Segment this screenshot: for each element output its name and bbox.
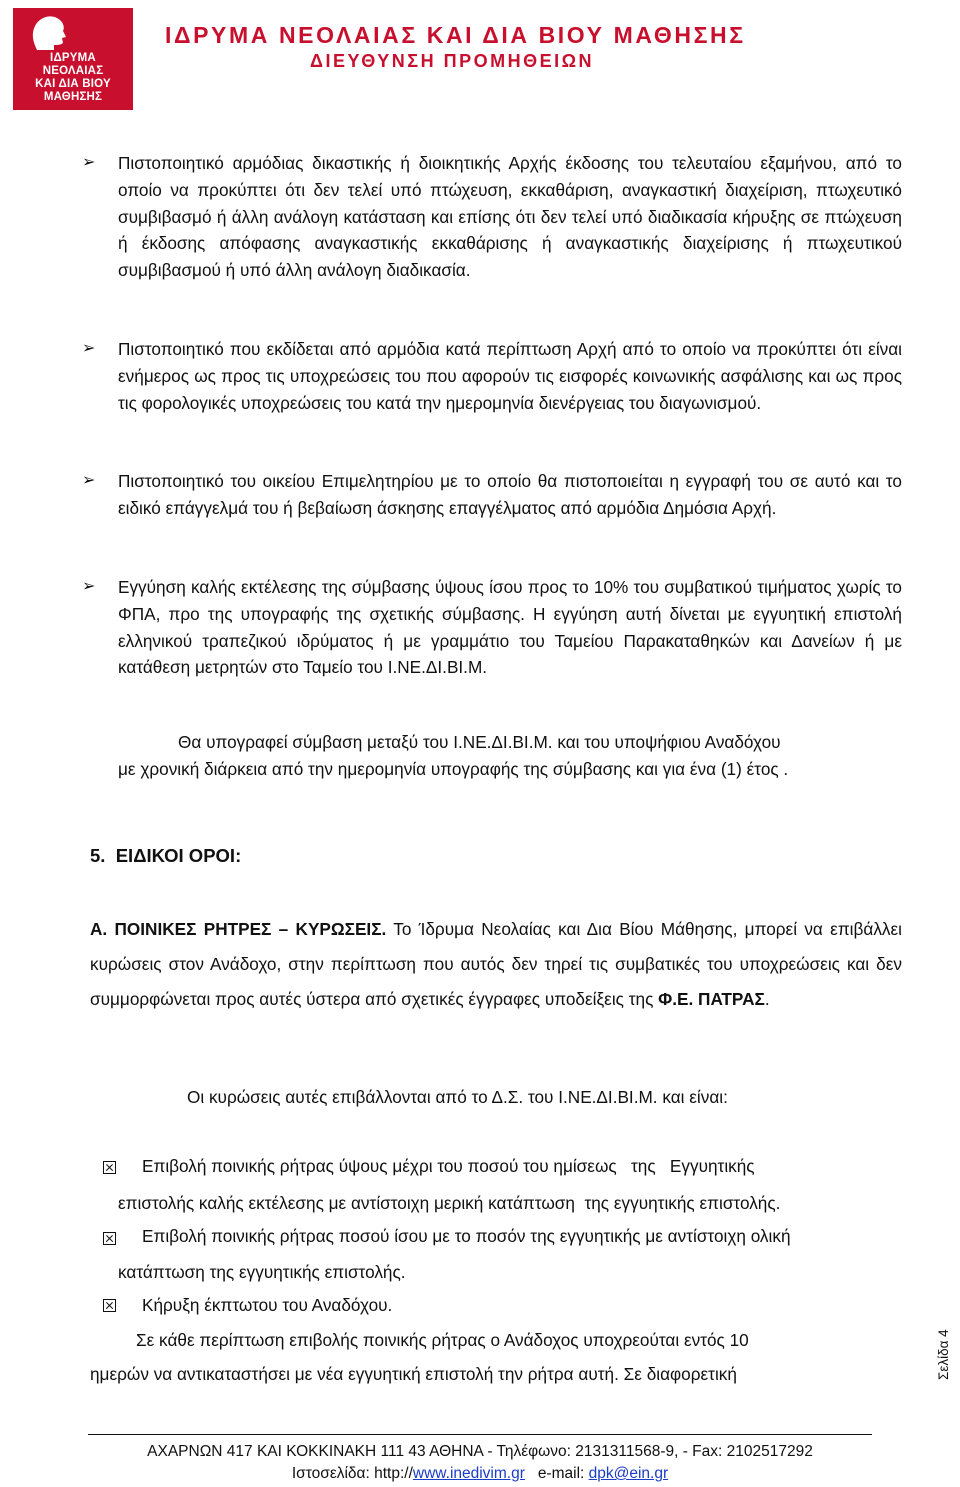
penalties-paragraph bbox=[90, 912, 902, 1017]
profile-silhouette-icon bbox=[23, 12, 71, 52]
closing-line: ημερών να αντικαταστήσει με νέα εγγυητική επιστολή την ρήτρα αυτή. Σε διαφορετική bbox=[90, 1364, 737, 1384]
logo-line: ΜΑΘΗΣΗΣ bbox=[43, 91, 103, 103]
logo-line: ΙΔΡΥΜΑ bbox=[50, 52, 96, 64]
contract-line: Θα υπογραφεί σύμβαση μεταξύ του Ι.ΝΕ.ΔΙ.ΒΙ.Μ. και του υποψήφιου Αναδόχου bbox=[178, 732, 781, 752]
closing-line: Σε κάθε περίπτωση επιβολής ποινικής ρήτρας ο Ανάδοχος υποχρεούται εντός 10 bbox=[136, 1330, 749, 1350]
section-heading: 5. ΕΙΔΙΚΟΙ ΟΡΟΙ: bbox=[90, 845, 242, 866]
logo-line: ΝΕΟΛΑΙΑΣ bbox=[42, 65, 104, 77]
sanction-line: κατάπτωση της εγγυητικής επιστολής. bbox=[118, 1262, 406, 1282]
bullet-text: Πιστοποιητικό που εκδίδεται από αρμόδια κατά περίπτωση Αρχή από το οποίο να προκύπτει ότι είναι ενήμερος ως προς τις υποχρεώσεις του που αφορούν τις εισφορές κοινωνικής ασφάλισης και ως προς τις φορολογικές υποχρεώσεις του κατά την ημερομηνία διενέργειας του διαγωνισμού. bbox=[118, 339, 902, 413]
logo bbox=[13, 8, 133, 110]
page-number: Σελίδα 4 bbox=[936, 1329, 951, 1380]
arrow-bullet-icon: ➢ bbox=[82, 578, 96, 595]
website-link[interactable]: www.inedivim.gr bbox=[412, 1465, 525, 1482]
penalties-text-end: . bbox=[764, 989, 770, 1009]
sanction-line: Επιβολή ποινικής ρήτρας ύψους μέχρι του ποσού του ημίσεως της Εγγυητικής bbox=[142, 1156, 755, 1176]
penalties-heading: Α. ΠΟΙΝΙΚΕΣ ΡΗΤΡΕΣ – ΚΥΡΩΣΕΙΣ. bbox=[90, 919, 387, 939]
sanction-line: επιστολής καλής εκτέλεσης με αντίστοιχη μερική κατάπτωση της εγγυητικής επιστολής. bbox=[118, 1193, 781, 1213]
header-title: ΙΔΡΥΜΑ ΝΕΟΛΑΙΑΣ ΚΑΙ ΔΙΑ ΒΙΟΥ ΜΑΘΗΣΗΣ bbox=[165, 22, 746, 48]
arrow-bullet-icon: ➢ bbox=[82, 340, 96, 357]
footer-contact bbox=[0, 1465, 960, 1483]
sanction-line: Κήρυξη έκπτωτου του Αναδόχου. bbox=[142, 1295, 393, 1315]
penalties-text: Το Ίδρυμα Νεολαίας και Δια Βίου Μάθησης, μπορεί να επιβάλλει κυρώσεις στον Ανάδοχο, στην περίπτωση που αυτός δεν τηρεί τις συμβατικές του υποχρεώσεις και δεν συμμορφώνεται προς αυτές ύστερα από σχετικές έγγραφες υποδείξεις της bbox=[90, 919, 902, 1009]
logo-text bbox=[13, 52, 133, 104]
bullet-text: Πιστοποιητικό του οικείου Επιμελητηρίου με το οποίο θα πιστοποιείται η εγγραφή του σε αυτό και το ειδικό επάγγελμά του ή βεβαίωση άσκησης επαγγέλματος από αρμόδια Δημόσια Αρχή. bbox=[118, 471, 902, 518]
contract-line: με χρονική διάρκεια από την ημερομηνία υπογραφής της σύμβασης και για ένα (1) έτος . bbox=[118, 759, 789, 779]
logo-line: ΚΑΙ ΔΙΑ ΒΙΟΥ bbox=[35, 78, 111, 90]
arrow-bullet-icon: ➢ bbox=[82, 154, 96, 171]
arrow-bullet-icon: ➢ bbox=[82, 472, 96, 489]
email-label: e-mail: bbox=[537, 1465, 585, 1482]
footer-divider bbox=[88, 1434, 872, 1435]
sanctions-intro: Οι κυρώσεις αυτές επιβάλλονται από το Δ.Σ. του Ι.ΝΕ.ΔΙ.ΒΙ.Μ. και είναι: bbox=[187, 1087, 728, 1107]
bullet-item bbox=[82, 574, 902, 681]
bullet-item bbox=[82, 468, 902, 522]
header-subtitle: ΔΙΕΥΘΥΝΣΗ ΠΡΟΜΗΘΕΙΩΝ bbox=[310, 51, 595, 71]
email-link[interactable]: dpk@ein.gr bbox=[588, 1465, 669, 1482]
bullet-item bbox=[82, 150, 902, 284]
checkbox-x-icon bbox=[103, 1161, 116, 1174]
bullet-text: Πιστοποιητικό αρμόδιας δικαστικής ή διοικητικής Αρχής έκδοσης του τελευταίου εξαμήνου, από το οποίο να προκύπτει ότι δεν τελεί υπό πτώχευση, εκκαθάριση, αναγκαστική διαχείριση, πτωχευτικό συμβιβασμό ή άλλη ανάλογη κατάσταση και επίσης ότι δεν τελεί υπό διαδικασία κήρυξης σε πτώχευση ή έκδοσης απόφασης αναγκαστικής εκκαθάρισης ή αναγκαστικής διαχείρισης ή πτωχευτικού συμβιβασμού ή υπό άλλη ανάλογη διαδικασία. bbox=[118, 153, 902, 281]
bullet-item bbox=[82, 336, 902, 416]
penalties-emphasis: Φ.Ε. ΠΑΤΡΑΣ bbox=[658, 989, 765, 1009]
footer-address: ΑΧΑΡΝΩΝ 417 ΚΑΙ ΚΟΚΚΙΝΑΚΗ 111 43 ΑΘΗΝΑ - Τηλέφωνο: 2131311568-9, - Fax: 2102517292 bbox=[147, 1443, 813, 1460]
bullet-text: Εγγύηση καλής εκτέλεσης της σύμβασης ύψους ίσου προς το 10% του συμβατικού τιμήματος χωρίς το ΦΠΑ, προ της υπογραφής της σχετικής σύμβασης. Η εγγύηση αυτή δίνεται με εγγυητική επιστολή ελληνικού τραπεζικού ιδρύματος ή με γραμμάτιο του Ταμείου Παρακαταθηκών και Δανείων ή με κατάθεση μετρητών στο Ταμείο του Ι.ΝΕ.ΔΙ.ΒΙ.Μ. bbox=[118, 577, 902, 678]
sanction-line: Επιβολή ποινικής ρήτρας ποσού ίσου με το ποσόν της εγγυητικής με αντίστοιχη ολική bbox=[142, 1226, 791, 1246]
checkbox-x-icon bbox=[103, 1232, 116, 1245]
website-label: Ιστοσελίδα: http:// bbox=[291, 1465, 413, 1482]
checkbox-x-icon bbox=[103, 1299, 116, 1312]
